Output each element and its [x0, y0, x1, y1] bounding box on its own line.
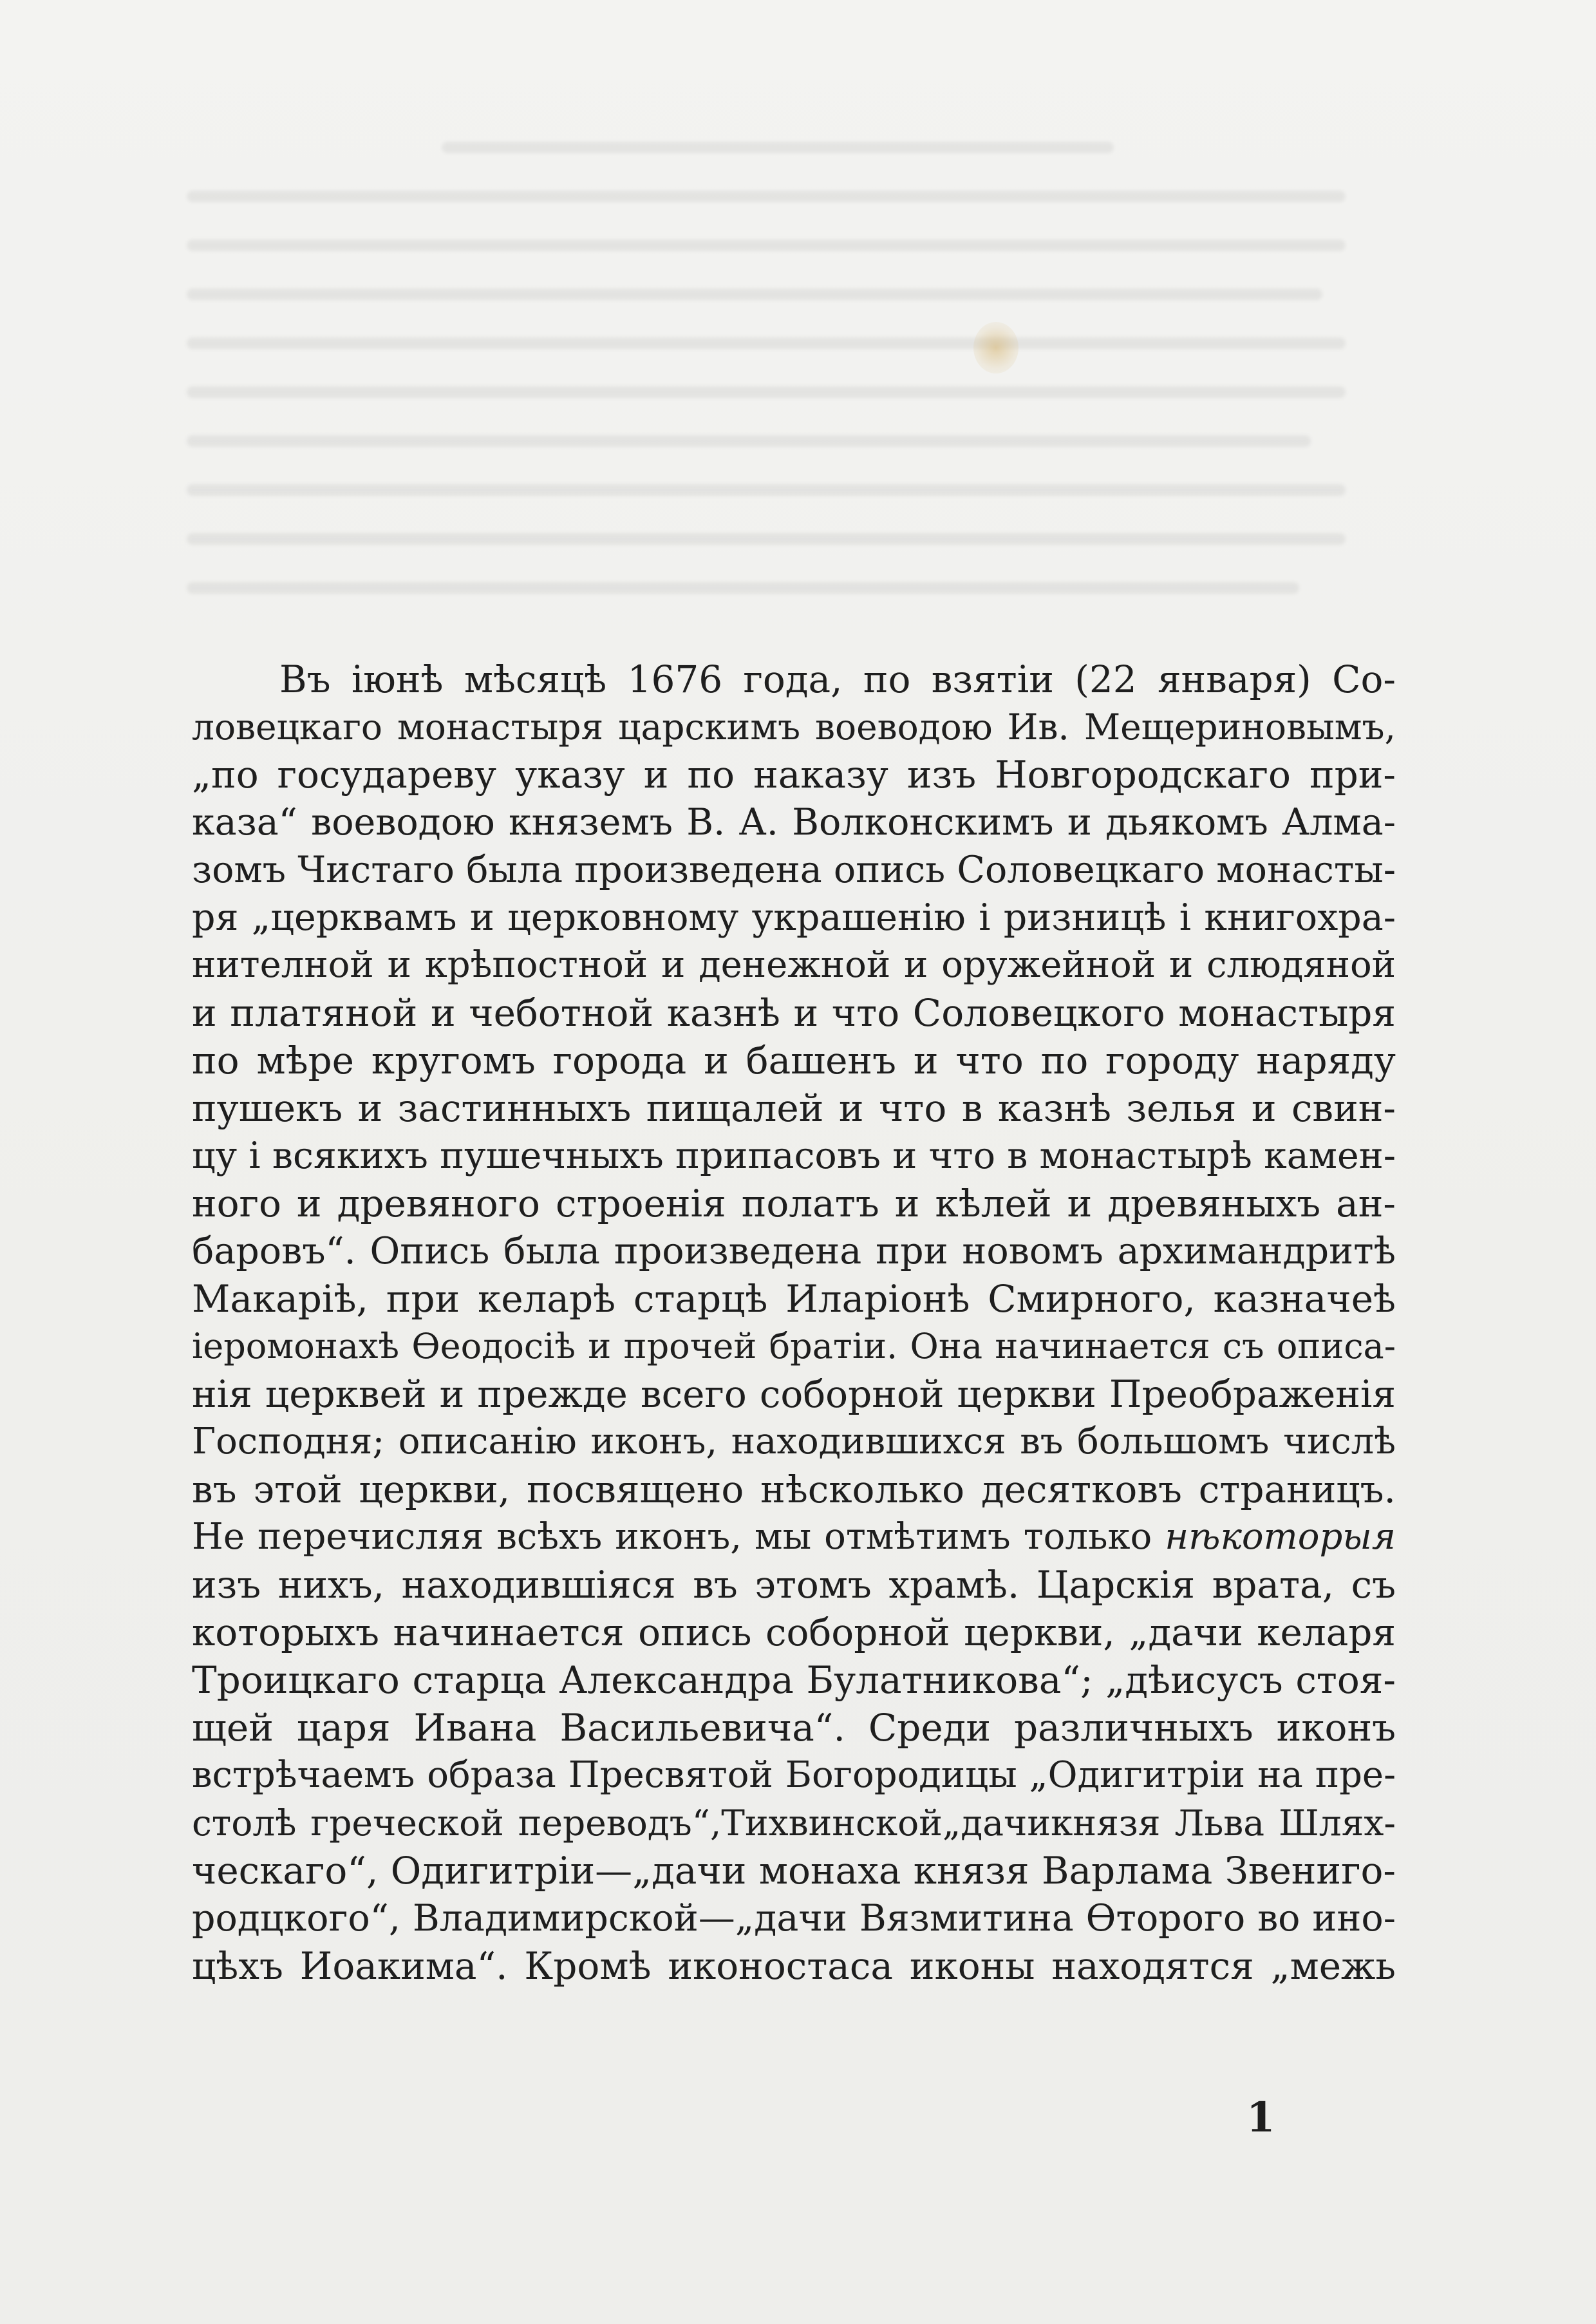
text-line: Макаріѣ, при келарѣ старцѣ Иларіонѣ Смирного, казначеѣ: [192, 1277, 1396, 1321]
page-number: 1: [1246, 2093, 1275, 2142]
text-line: зомъ Чистаго была произведена опись Соловецкаго монасты-: [192, 849, 1396, 891]
text-line: встрѣчаемъ образа Пресвятой Богородицы „Одигитріи на пре-: [192, 1754, 1396, 1796]
text-line: баровъ“. Опись была произведена при новомъ архимандритѣ: [192, 1230, 1396, 1272]
text-line: по мѣре кругомъ города и башенъ и что по городу наряду: [192, 1039, 1396, 1082]
text-line: нителной и крѣпостной и денежной и оружейной и слюдяной: [192, 944, 1396, 986]
text-line: пушекъ и застинныхъ пищалей и что в казнѣ зелья и свин-: [192, 1086, 1396, 1130]
text-line: цѣхъ Иоакима“. Кромѣ иконостаса иконы находятся „межь: [192, 1944, 1396, 1988]
text-line: изъ нихъ, находившіяся въ этомъ храмѣ. Царскія врата, съ: [192, 1563, 1396, 1607]
text-line: Въ іюнѣ мѣсяцѣ 1676 года, по взятіи (22 января) Со-: [279, 657, 1396, 701]
text-line: каза“ воеводою княземъ В. А. Волконскимъ и дьякомъ Алма-: [192, 801, 1396, 844]
text-line: родцкого“, Владимирской—„дачи Вязмитина Ѳторого во ино-: [192, 1897, 1396, 1940]
text-line: Господня; описанію иконъ, находившихся въ большомъ числѣ: [192, 1421, 1396, 1462]
text-line: щей царя Ивана Васильевича“. Среди различныхъ иконъ: [192, 1706, 1396, 1750]
bleed-through-text: [187, 142, 1346, 631]
text-line: столѣ греческой переводъ“,Тихвинской„дачикнязя Льва Шлях-: [192, 1802, 1396, 1844]
text-line: цу і всякихъ пушечныхъ припасовъ и что в монастырѣ камен-: [192, 1135, 1396, 1177]
text-line: „по государеву указу и по наказу изъ Новгородскаго при-: [192, 753, 1396, 797]
text-line: іеромонахѣ Ѳеодосіѣ и прочей братіи. Она начинается съ описа-: [192, 1326, 1396, 1366]
text-line: ловецкаго монастыря царскимъ воеводою Ив. Мещериновымъ,: [192, 706, 1396, 748]
text-line: въ этой церкви, посвящено нѣсколько десятковъ страницъ.: [192, 1468, 1396, 1511]
text-line: ческаго“, Одигитріи—„дачи монаха князя Варлама Звениго-: [192, 1849, 1396, 1893]
text-line-with-italic: [192, 1513, 1396, 1561]
text-line: ного и древяного строенія полатъ и кѣлей и древяныхъ ан-: [192, 1182, 1396, 1225]
text-line: нія церквей и прежде всего соборной церкви Преображенія: [192, 1372, 1396, 1416]
italic-word: нѣкоторыя: [1165, 1516, 1396, 1558]
text-line: и платяной и чеботной казнѣ и что Соловецкого монастыря: [192, 991, 1396, 1035]
body-text: [192, 656, 1396, 1990]
text-line: ря „церквамъ и церковному украшенію і ризницѣ і книгохра-: [192, 896, 1396, 939]
text-line: Троицкаго старца Александра Булатникова“; „дѣисусъ стоя-: [192, 1658, 1396, 1702]
text-line: которыхъ начинается опись соборной церкви, „дачи келаря: [192, 1611, 1396, 1654]
paper-stain: [973, 322, 1019, 373]
text-segment: Не перечисляя всѣхъ иконъ, мы отмѣтимъ только: [192, 1516, 1152, 1558]
